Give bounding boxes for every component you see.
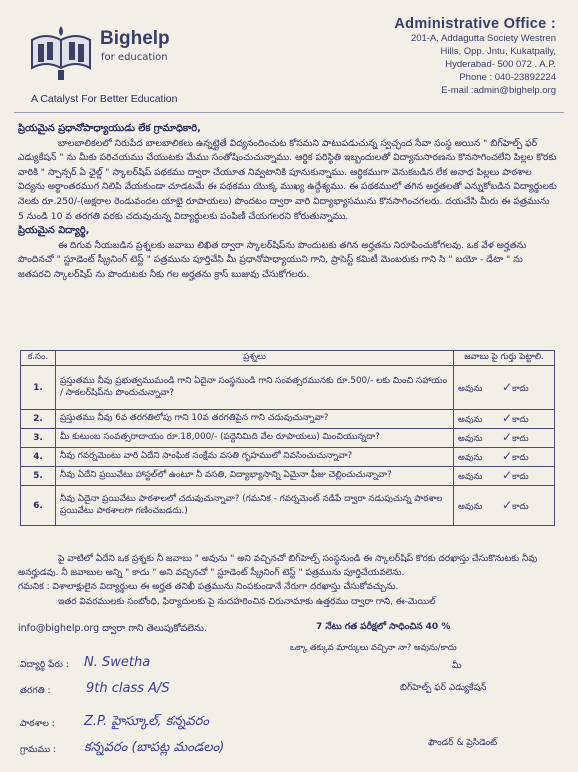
village-value[interactable]: కన్నవరం (బాపట్ల మండలం) — [84, 740, 225, 755]
question-text: మీ కుటుంబ సంవత్సరాదాయం రూ.18,000/- (పద్దెనిమిది వేల రూపాయలు) మించియున్నదా? — [56, 429, 454, 448]
office-email: E-mail :admin@bighelp.org — [441, 85, 556, 96]
answer-yes[interactable]: అవును — [458, 472, 483, 482]
student-name-value[interactable]: N. Swetha — [84, 655, 151, 670]
answer-yes[interactable]: అవును — [458, 415, 483, 425]
eligibility-questions-table — [20, 350, 555, 526]
salutation-headmaster: ప్రియమైన ప్రధానోపాధ్యాయుడు లేక గ్రామాధికారి, — [18, 123, 201, 134]
instruction-paragraph: ఈ దిగువ నీయబడిన ప్రశ్నలకు జవాబు లిఖిత ద్వారా స్కాలర్‌షిప్‌ను పొందుటకు తగిన అర్హతను నిరూపించుకోగలవు. ఒక వేళ అర్హతను పొందినచో " స్టూడెంట్ స్క్రీనింగ్ టెస్ట్ " పత్రమును పూర్తిచేసి మీ ప్రధానోపాధ్యాయుని గాని, ప్రాసెస్ట్ కమిటీ మెంబరుకు గాని సి " బయో - డేటా " ను జతపరచి స్కాలర్‌షిప్ ను పొందుటకు నీకు గల అర్హతను క్రాస్ బుజువు చేసుకోగలరు. — [18, 239, 527, 280]
contact-email-line: info@bighelp.org ద్వారా గాని తెలుపుకోవలెను. — [18, 623, 207, 634]
answer-no-checked[interactable]: ✓కాదు — [502, 468, 529, 482]
answer-yes[interactable]: అవును — [458, 453, 483, 463]
row-number: 5. — [21, 467, 56, 486]
eligibility-rule-text: పై వాటిలో ఏదేని ఒక ప్రశ్నకు నీ జవాబు " అవును " అని వచ్చినచో బిగ్‌హెల్ప్ సంస్థనుండి ఈ స్కాలర్‌షిప్ కొరకు దరఖాస్తు చేసుకొనుటకు నీవు అనర్హుడవు. నీ జవాబుల అన్ని " కాదు " అని వచ్చినచో " స్టూడెంట్ స్క్రీనింగ్ టెస్ట్ " పత్రమును పూర్తిచేయవలెను. — [18, 554, 538, 579]
class-label: తరగతి : — [20, 686, 51, 696]
school-label: పాఠశాల : — [20, 719, 55, 729]
answer-cell[interactable] — [454, 429, 555, 448]
signature-org: బిగ్‌హెల్ప్ ఫర్ ఎడ్యుకేషన్ — [400, 683, 487, 693]
book-lamp-logo-icon — [28, 22, 94, 82]
row-number: 6. — [21, 486, 56, 526]
answer-no-checked[interactable]: ✓కాదు — [502, 379, 529, 394]
salutation-student: ప్రియమైన విద్యార్థి, — [18, 225, 90, 237]
answer-cell[interactable] — [454, 467, 555, 486]
office-address-block — [366, 16, 556, 97]
question-text: నీవు ఏదైనా ప్రయివేటు పాఠశాలలో చదువుచున్నావా? (గమనిక - గవర్నమెంట్ నడిపే ద్వారా నడుపుచున్న పాఠశాల ప్రయివేటు పాఠశాలగా గణించబడదు.) — [56, 486, 454, 526]
marks-question-note: ఒక్కా తక్కువ మార్కులు వచ్చినా నా? అవును/కాదు — [290, 642, 457, 652]
row-number: 2. — [21, 410, 56, 429]
office-title: Administrative Office : — [394, 16, 556, 32]
col-header-number: క.సం. — [21, 351, 56, 366]
question-text: ప్రస్తుతము నీవు ప్రభుత్వముమండి గాని ఏదైనా సంస్థనుండి గాని సంవత్సరమునకు రూ.500/- లకు మించి సహాయం / సాకలర్‌షిప్‌ను పొందుచున్నావా? — [56, 366, 454, 410]
table-row — [21, 366, 555, 410]
signature-title: ఫౌండర్ & ప్రెసిడెంట్ — [428, 738, 498, 748]
table-header-row — [21, 351, 555, 366]
answer-no-checked[interactable]: ✓కాదు — [502, 411, 529, 425]
header-divider — [14, 112, 564, 113]
row-number: 1. — [21, 366, 56, 410]
table-row — [21, 448, 555, 467]
contact-text: ఇతర వివరములకు సంబోంధి, ఫిర్యాదులకు పై నుదహరించిన చిరునామాకు ఉత్తరము ద్వారా గాని, ఈ-మెయిల్ — [58, 596, 436, 607]
tagline: A Catalyst For Better Education — [31, 93, 178, 105]
office-line: 201-A, Addagutta Society Westren — [410, 33, 556, 44]
note-text: గమనిక : విశాలాక్షులైన విద్యార్థులు ఈ అర్హత తనిఖీ పత్రమును నింపకుండానే నేరుగా దరఖాస్తు చేసుకోవచ్చును. — [18, 582, 399, 593]
school-value[interactable]: Z.P. హైస్కూల్, కన్నవరం — [84, 714, 209, 729]
answer-no-checked[interactable]: ✓కాదు — [502, 449, 529, 463]
intro-paragraph: బాలబాలికలలో నిరుపేద బాలబాలికలు ఉన్నట్లైతే విద్యనందించుట కోసమని పాటుపడుచున్న స్వచ్ఛంద సేవా సంస్థ అయిన " బిగ్‌హెల్ప్ ఫర్ ఎడ్యుకేషన్ " ను మీకు పరిచయము చేయుటకు మేము సంతోషించుచున్నాము. ఆర్థిక పరిస్థితి ఇబ్బందులతో విద్యానుసారణను కొనసాగించలేని పిల్లల కొరకు వారికి " స్పాన్సర్ ఏ ఛైల్డ్ " స్కాలర్‌షిప్ పథకము ద్వారా చేయూత నివ్వటానికి పూనుకున్నాము. ఆర్థికముగా వెనుకబడిన లేక అనాధ పిల్లలు పాఠశాల విద్యను అర్థాంతరముగ నిలిపి వేయకుండా చూడటమే ఈ పథకము యొక్క ముఖ్య ఉద్దేశ్యము. ఈ పథకములో తగిన అర్హతలతో ఎన్నుకోబడిన విద్యార్థులకు నెలకు రూ.250/-(అక్షరాల రెండువందల యాభై రూపాయలు) పొందటం ద్వారా వారి విద్యాభ్యాసమును కొనసాగించగలరు. దయచేసి మీరు ఈ పత్రమును 5 నుండి 10 వ తరగతి వరకు చదువుచున్న విద్యార్థులకు పంపిణీ చేయగలరని కోరుతున్నాము. — [18, 137, 557, 222]
question-text: ప్రస్తుతము నీవు 6వ తరగతిలోపు గాని 10వ తరగతిపైన గాని చదువుచున్నావా? — [56, 410, 454, 429]
question-text: నీవు ఏదేని ప్రయివేటు హాస్టల్‌లో ఉంటూ నీ వసతి, విద్యాభ్యాసాన్ని ఏమైనా ఫీజు చెల్లించుచున్నావా? — [56, 467, 454, 486]
office-line: Hyderabad- 500 072 . A.P. — [445, 59, 556, 70]
answer-yes[interactable]: అవును — [458, 383, 483, 394]
answer-cell[interactable] — [454, 448, 555, 467]
post-table-notes — [18, 552, 558, 609]
answer-no-checked[interactable]: ✓కాదు — [502, 497, 529, 512]
answer-cell[interactable] — [454, 486, 555, 526]
answer-cell[interactable] — [454, 366, 555, 410]
col-header-question: ప్రశ్నలు — [56, 351, 454, 366]
row-number: 4. — [21, 448, 56, 467]
col-header-answer: జవాబు పై గుర్తు పెట్టాలి. — [454, 351, 555, 366]
village-label: గ్రామము : — [20, 745, 57, 755]
table-row — [21, 429, 555, 448]
question-text: నీవు గవర్నమెంటు వారి ఏదేని సాంఘిక సంక్షేమ వసతి గృహములో నివసించుచున్నావా? — [56, 448, 454, 467]
office-phone: Phone : 040-23892224 — [459, 72, 556, 83]
row-number: 3. — [21, 429, 56, 448]
student-name-label: విద్యార్థి పేరు : — [20, 660, 69, 670]
brand-name: Bighelp — [100, 28, 170, 49]
marks-line: 7 నేటు గత పరీక్షలో సాధించిన 40 % — [316, 622, 451, 632]
office-line: Hills, Opp. Jntu, Kukatpally, — [440, 46, 556, 57]
letter-body — [18, 122, 558, 283]
answer-cell[interactable] — [454, 410, 555, 429]
class-value[interactable]: 9th class A/S — [86, 681, 170, 696]
answer-yes[interactable]: అవును — [458, 434, 483, 444]
signature-yours: మీ — [452, 661, 462, 671]
answer-no-checked[interactable]: ✓కాదు — [502, 430, 529, 444]
brand-subtitle: for education — [101, 52, 168, 63]
answer-yes[interactable]: అవును — [458, 501, 483, 512]
table-row — [21, 410, 555, 429]
table-row — [21, 467, 555, 486]
table-row — [21, 486, 555, 526]
